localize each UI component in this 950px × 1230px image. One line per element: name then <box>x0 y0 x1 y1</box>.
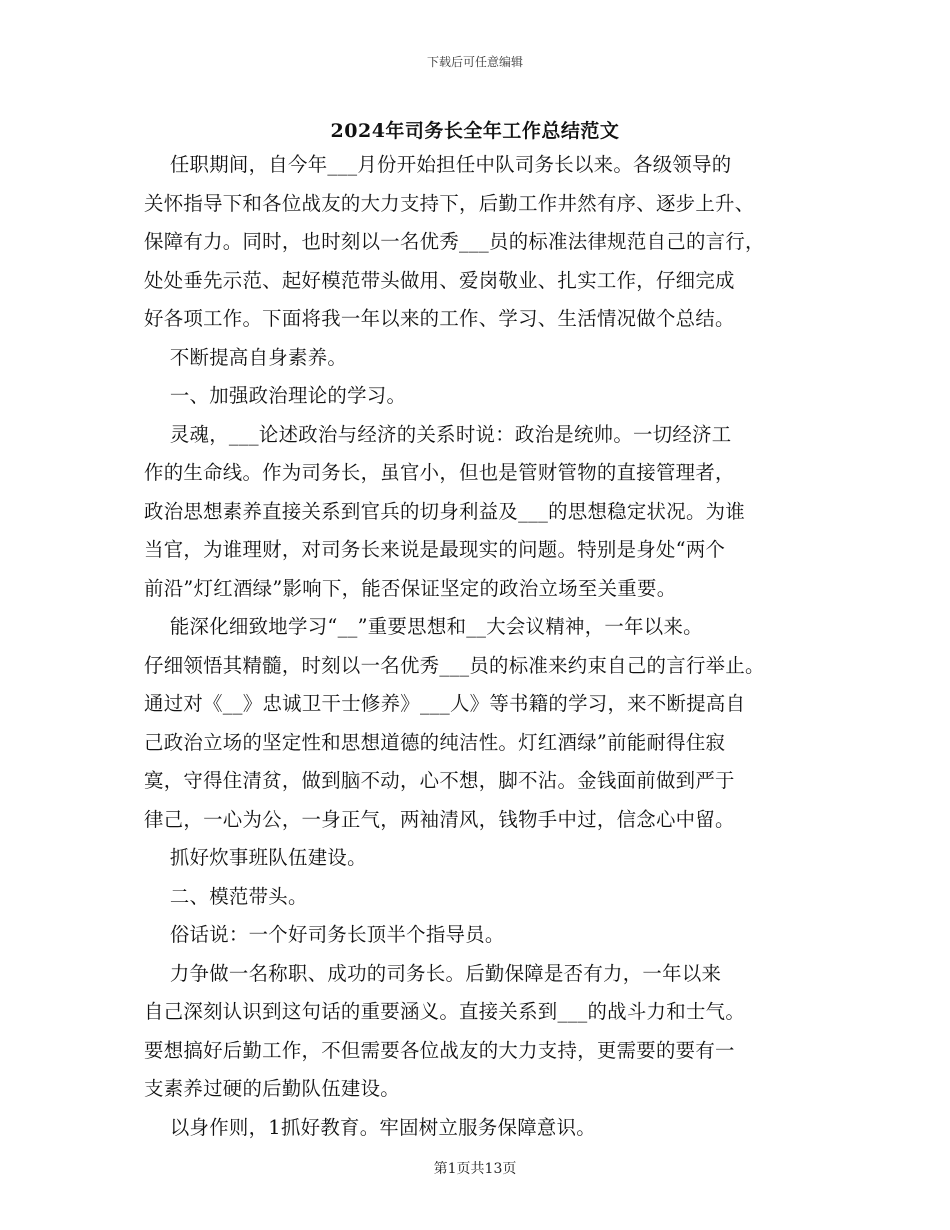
body-line: 支素养过硬的后勤队伍建设。 <box>144 1077 400 1100</box>
body-line: 保障有力。同时，也时刻以一名优秀___员的标准法律规范自己的言行， <box>144 230 765 253</box>
body-line: 以身作则，1抓好教育。牢固树立服务保障意识。 <box>144 1115 596 1139</box>
body-line: 要想搞好后勤工作，不但需要各位战友的大力支持，更需要的要有一 <box>144 1038 735 1062</box>
body-line: 不断提高自身素养。 <box>144 345 348 369</box>
body-line: 抓好炊事班队伍建设。 <box>144 846 367 869</box>
body-line: 好各项工作。下面将我一年以来的工作、学习、生活情况做个总结。 <box>144 307 735 330</box>
body-line: 通过对《__》忠诚卫干士修养》___人》等书籍的学习，来不断提高自 <box>144 692 746 715</box>
body-line: 政治思想素养直接关系到官兵的切身利益及___的思想稳定状况。为谁 <box>144 499 746 523</box>
document-title: 2024年司务长全年工作总结范文 <box>330 120 620 142</box>
body-line: 俗话说：一个好司务长顶半个指导员。 <box>144 923 505 946</box>
body-line: 一、加强政治理论的学习。 <box>144 384 407 407</box>
body-line: 仔细领悟其精髓，时刻以一名优秀___员的标准来约束自己的言行举止。 <box>144 653 765 677</box>
document-body <box>144 146 824 1147</box>
header-note: 下载后可任意编辑 <box>426 55 523 69</box>
body-line: 处处垂先示范、起好模范带头做用、爱岗敬业、扎实工作，仔细完成 <box>144 268 735 292</box>
body-line: 当官，为谁理财，对司务长来说是最现实的问题。特别是身处“两个 <box>144 538 726 561</box>
body-line: 二、模范带头。 <box>144 884 308 908</box>
body-line: 任职期间，自今年___月份开始担任中队司务长以来。各级领导的 <box>144 153 732 176</box>
body-line: 作的生命线。作为司务长，虽官小，但也是管财管物的直接管理者， <box>144 461 735 484</box>
body-line: 力争做一名称职、成功的司务长。后勤保障是否有力，一年以来 <box>144 961 722 985</box>
body-line: 灵魂，___论述政治与经济的关系时说：政治是统帅。一切经济工 <box>144 422 732 446</box>
body-line: 关怀指导下和各位战友的大力支持下，后勤工作井然有序、逐步上升、 <box>144 191 755 215</box>
page-number: 第1页共13页 <box>433 1161 517 1177</box>
body-line: 律己，一心为公，一身正气，两袖清风，钱物手中过，信念心中留。 <box>144 807 735 831</box>
body-line: 前沿”灯红酒绿”影响下，能否保证坚定的政治立场至关重要。 <box>144 576 677 600</box>
body-line: 寞，守得住清贫，做到脑不动，心不想，脚不沾。金钱面前做到严于 <box>144 769 735 792</box>
body-line: 能深化细致地学习“__”重要思想和__大会议精神，一年以来。 <box>144 615 703 638</box>
body-line: 自己深刻认识到这句话的重要涵义。直接关系到___的战斗力和士气。 <box>144 1000 746 1023</box>
body-line: 己政治立场的坚定性和思想道德的纯洁性。灯红酒绿”前能耐得住寂 <box>144 730 726 754</box>
